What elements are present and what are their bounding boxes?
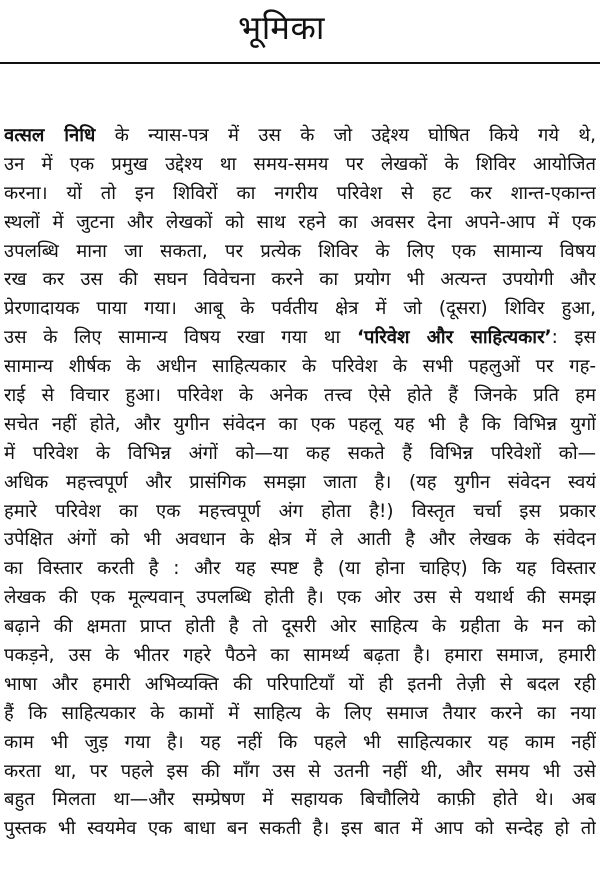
- foundation-name: वत्सल निधि: [4, 125, 96, 146]
- text-line-16: का विस्तार करती है : और यह स्पष्ट है (या होना चाहिए) कि यह विस्तार: [4, 558, 596, 580]
- text-line-15: उपेक्षित अंगों को भी अवधान के क्षेत्र में ले आती है और लेखक के संवेदन: [4, 529, 596, 551]
- text-line-8-pre: उस के लिए सामान्य विषय रखा गया था: [4, 327, 358, 349]
- camp-topic: ‘परिवेश और साहित्यकार’: [357, 327, 552, 349]
- text-line-13: अधिक महत्त्वपूर्ण और प्रासंगिक समझा जाता है। (यह युगीन संवेदन स्वयं: [4, 471, 596, 493]
- text-line-11: सचेत नहीं होते, और युगीन संवेदन का एक पहलू यह भी है कि विभिन्न युगों: [4, 413, 596, 435]
- preface-paragraph: [4, 122, 596, 844]
- page-title: भूमिका: [238, 8, 325, 47]
- text-line-2: उन में एक प्रमुख उद्देश्य था समय-समय पर लेखकों के शिविर आयोजित: [4, 153, 596, 175]
- text-line-23: करता था, पर पहले इस की माँग उस से उतनी नहीं थी, और समय भी उसे: [4, 760, 596, 782]
- text-line-24: बहुत मिलता था—और सम्प्रेषण में सहायक बिचौलिये काफ़ी होते थे। अब: [4, 789, 596, 811]
- text-line-14: हमारे परिवेश का एक महत्त्वपूर्ण अंग होता है!) विस्तृत चर्चा इस प्रकार: [4, 500, 596, 522]
- text-line-1-rest: के न्यास-पत्र में उस के जो उद्देश्य घोषित किये गये थे,: [95, 125, 596, 146]
- text-line-18: बढ़ाने की क्षमता प्राप्त होती है तो दूसरी ओर साहित्य के ग्रहीता के मन को: [4, 616, 596, 638]
- text-line-1: [4, 122, 596, 151]
- title-divider: [0, 62, 600, 64]
- text-line-25: पुस्तक भी स्वयमेव एक बाधा बन सकती है। इस बात में आप को सन्देह हो तो: [4, 818, 596, 840]
- text-line-19: पकड़ने, उस के भीतर गहरे पैठने का सामर्थ्य बढ़ता है। हमारा समाज, हमारी: [4, 645, 596, 667]
- text-line-5: उपलब्धि माना जा सकता, पर प्रत्येक शिविर के लिए एक सामान्य विषय: [4, 240, 596, 262]
- text-line-7: प्रेरणादायक पाया गया। आबू के पर्वतीय क्षेत्र में जो (दूसरा) शिविर हुआ,: [4, 298, 596, 320]
- text-line-20: भाषा और हमारी अभिव्यक्ति की परिपाटियाँ यों ही इतनी तेज़ी से बदल रही: [4, 673, 596, 695]
- text-line-8-post: : इस: [551, 327, 596, 349]
- text-line-9: सामान्य शीर्षक के अधीन साहित्यकार के परिवेश के सभी पहलुओं पर गह-: [4, 356, 596, 378]
- text-line-21: हैं कि साहित्यकार के कामों में साहित्य के लिए समाज तैयार करने का नया: [4, 702, 596, 724]
- text-line-12: में परिवेश के विभिन्न अंगों को—या कह सकते हैं विभिन्न परिवेशों को—: [4, 442, 596, 464]
- text-line-17: लेखक की एक मूल्यवान् उपलब्धि होती है। एक ओर उस से यथार्थ की समझ: [4, 587, 596, 609]
- text-line-10: राई से विचार हुआ। परिवेश के अनेक तत्त्व ऐसे होते हैं जिनके प्रति हम: [4, 385, 596, 407]
- text-line-4: स्थलों में जुटना और लेखकों को साथ रहने का अवसर देना अपने-आप में एक: [4, 211, 596, 233]
- text-line-3: करना। यों तो इन शिविरों का नगरीय परिवेश से हट कर शान्त-एकान्त: [4, 182, 596, 204]
- text-line-8: [4, 324, 596, 353]
- text-line-6: रख कर उस की सघन विवेचना करने का प्रयोग भी अत्यन्त उपयोगी और: [4, 269, 596, 291]
- text-line-22: काम भी जुड़ गया है। यह नहीं कि पहले भी साहित्यकार यह काम नहीं: [4, 731, 596, 753]
